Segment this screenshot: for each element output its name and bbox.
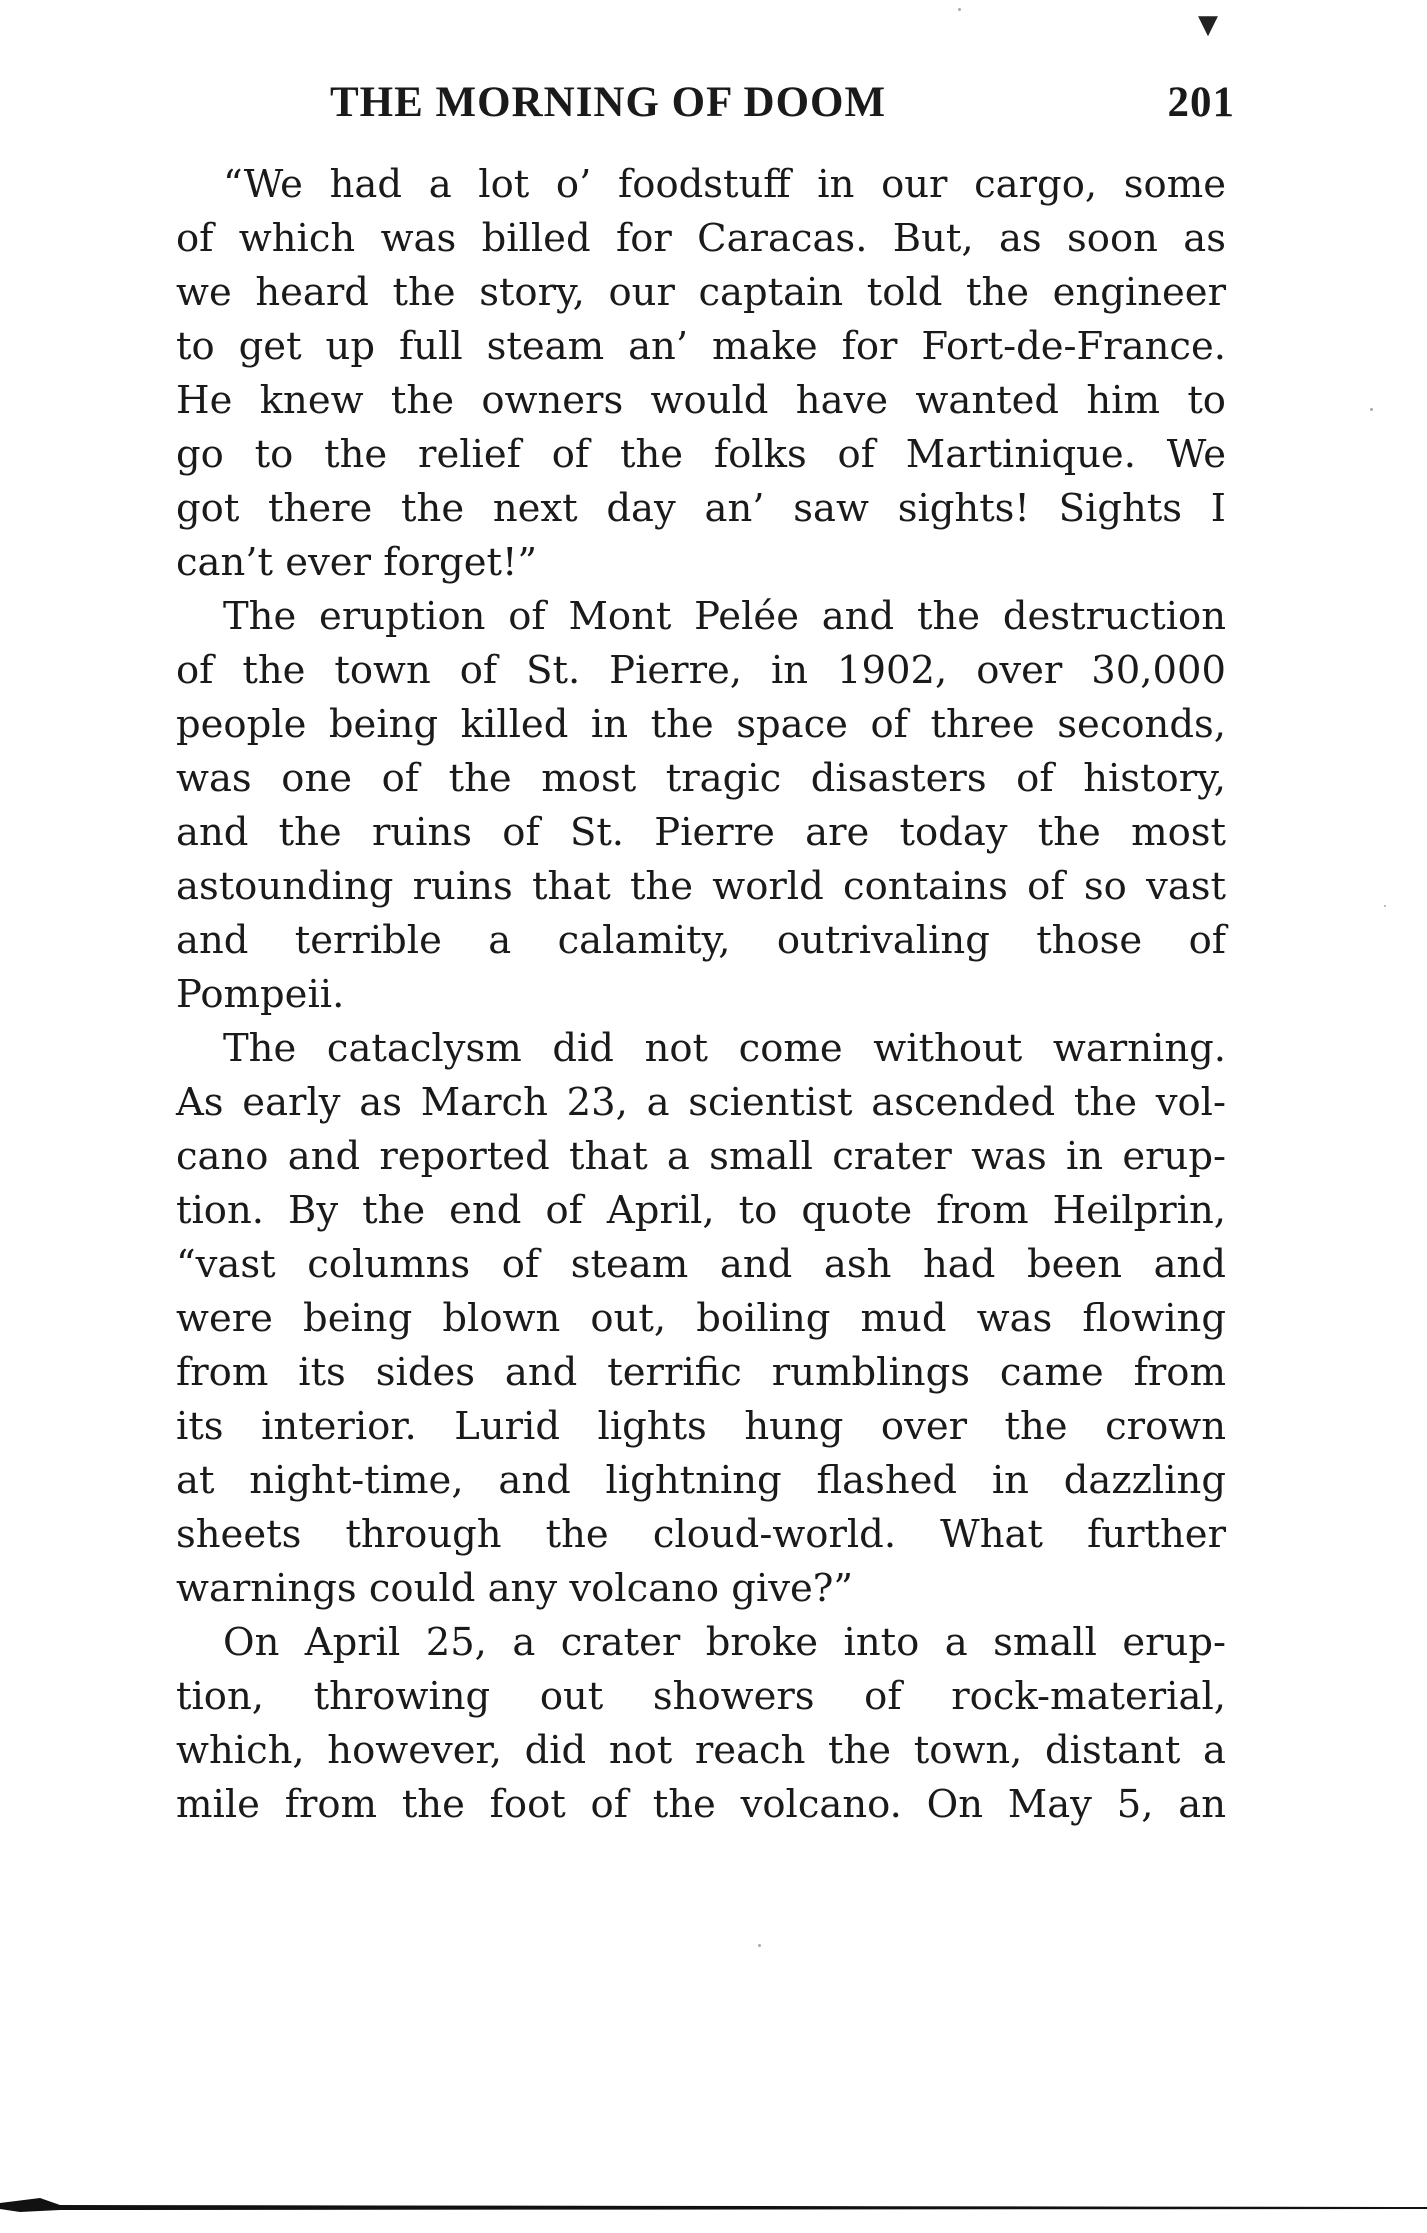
bottom-rule-divider xyxy=(0,2192,1427,2214)
body-text xyxy=(176,158,1226,1832)
text-line: The eruption of Mont Pelée and the destruction xyxy=(223,594,1226,639)
text-line: at night-time, and lightning flashed in dazzling xyxy=(176,1458,1226,1503)
text-line: people being killed in the space of three seconds, xyxy=(176,702,1226,747)
page-number: 201 xyxy=(1167,79,1235,126)
text-line: He knew the owners would have wanted him to xyxy=(176,378,1226,423)
text-line: As early as March 23, a scientist ascended the vol- xyxy=(176,1080,1226,1125)
text-line: we heard the story, our captain told the engineer xyxy=(176,270,1226,315)
scan-speck xyxy=(758,1944,761,1947)
text-line: can’t ever forget!” xyxy=(176,540,538,585)
text-line: tion, throwing out showers of rock-material, xyxy=(176,1674,1226,1719)
text-line: go to the relief of the folks of Martinique. We xyxy=(176,432,1226,477)
text-line: got there the next day an’ saw sights! Sights I xyxy=(176,486,1226,531)
text-line: of which was billed for Caracas. But, as soon as xyxy=(176,216,1226,261)
text-line: The cataclysm did not come without warning. xyxy=(223,1026,1226,1071)
text-line: which, however, did not reach the town, distant a xyxy=(176,1728,1226,1773)
text-line: to get up full steam an’ make for Fort-de-France. xyxy=(176,324,1226,369)
scan-speck xyxy=(1370,408,1373,411)
text-line: were being blown out, boiling mud was flowing xyxy=(176,1296,1226,1341)
scan-speck xyxy=(958,8,961,11)
text-line: of the town of St. Pierre, in 1902, over 30,000 xyxy=(176,648,1226,693)
text-line: cano and reported that a small crater was in erup- xyxy=(176,1134,1226,1179)
text-line: mile from the foot of the volcano. On May 5, an xyxy=(176,1782,1226,1827)
text-line: On April 25, a crater broke into a small erup- xyxy=(223,1620,1226,1665)
text-line: warnings could any volcano give?” xyxy=(176,1566,854,1611)
corner-mark-icon: ▼ xyxy=(1198,10,1218,40)
text-line: and terrible a calamity, outrivaling those of xyxy=(176,918,1226,963)
text-line: “vast columns of steam and ash had been and xyxy=(176,1242,1226,1287)
text-line: its interior. Lurid lights hung over the crown xyxy=(176,1404,1226,1449)
chapter-title: THE MORNING OF DOOM xyxy=(330,79,887,126)
text-line: and the ruins of St. Pierre are today the most xyxy=(176,810,1226,855)
text-line: “We had a lot o’ foodstuff in our cargo, some xyxy=(223,162,1226,207)
text-line: astounding ruins that the world contains of so vast xyxy=(176,864,1226,909)
text-line: sheets through the cloud-world. What further xyxy=(176,1512,1226,1557)
text-line: was one of the most tragic disasters of history, xyxy=(176,756,1226,801)
running-head xyxy=(330,78,1235,138)
text-line: Pompeii. xyxy=(176,972,345,1017)
scan-speck xyxy=(1384,905,1386,907)
text-line: from its sides and terrific rumblings came from xyxy=(176,1350,1226,1395)
text-line: tion. By the end of April, to quote from Heilprin, xyxy=(176,1188,1226,1233)
